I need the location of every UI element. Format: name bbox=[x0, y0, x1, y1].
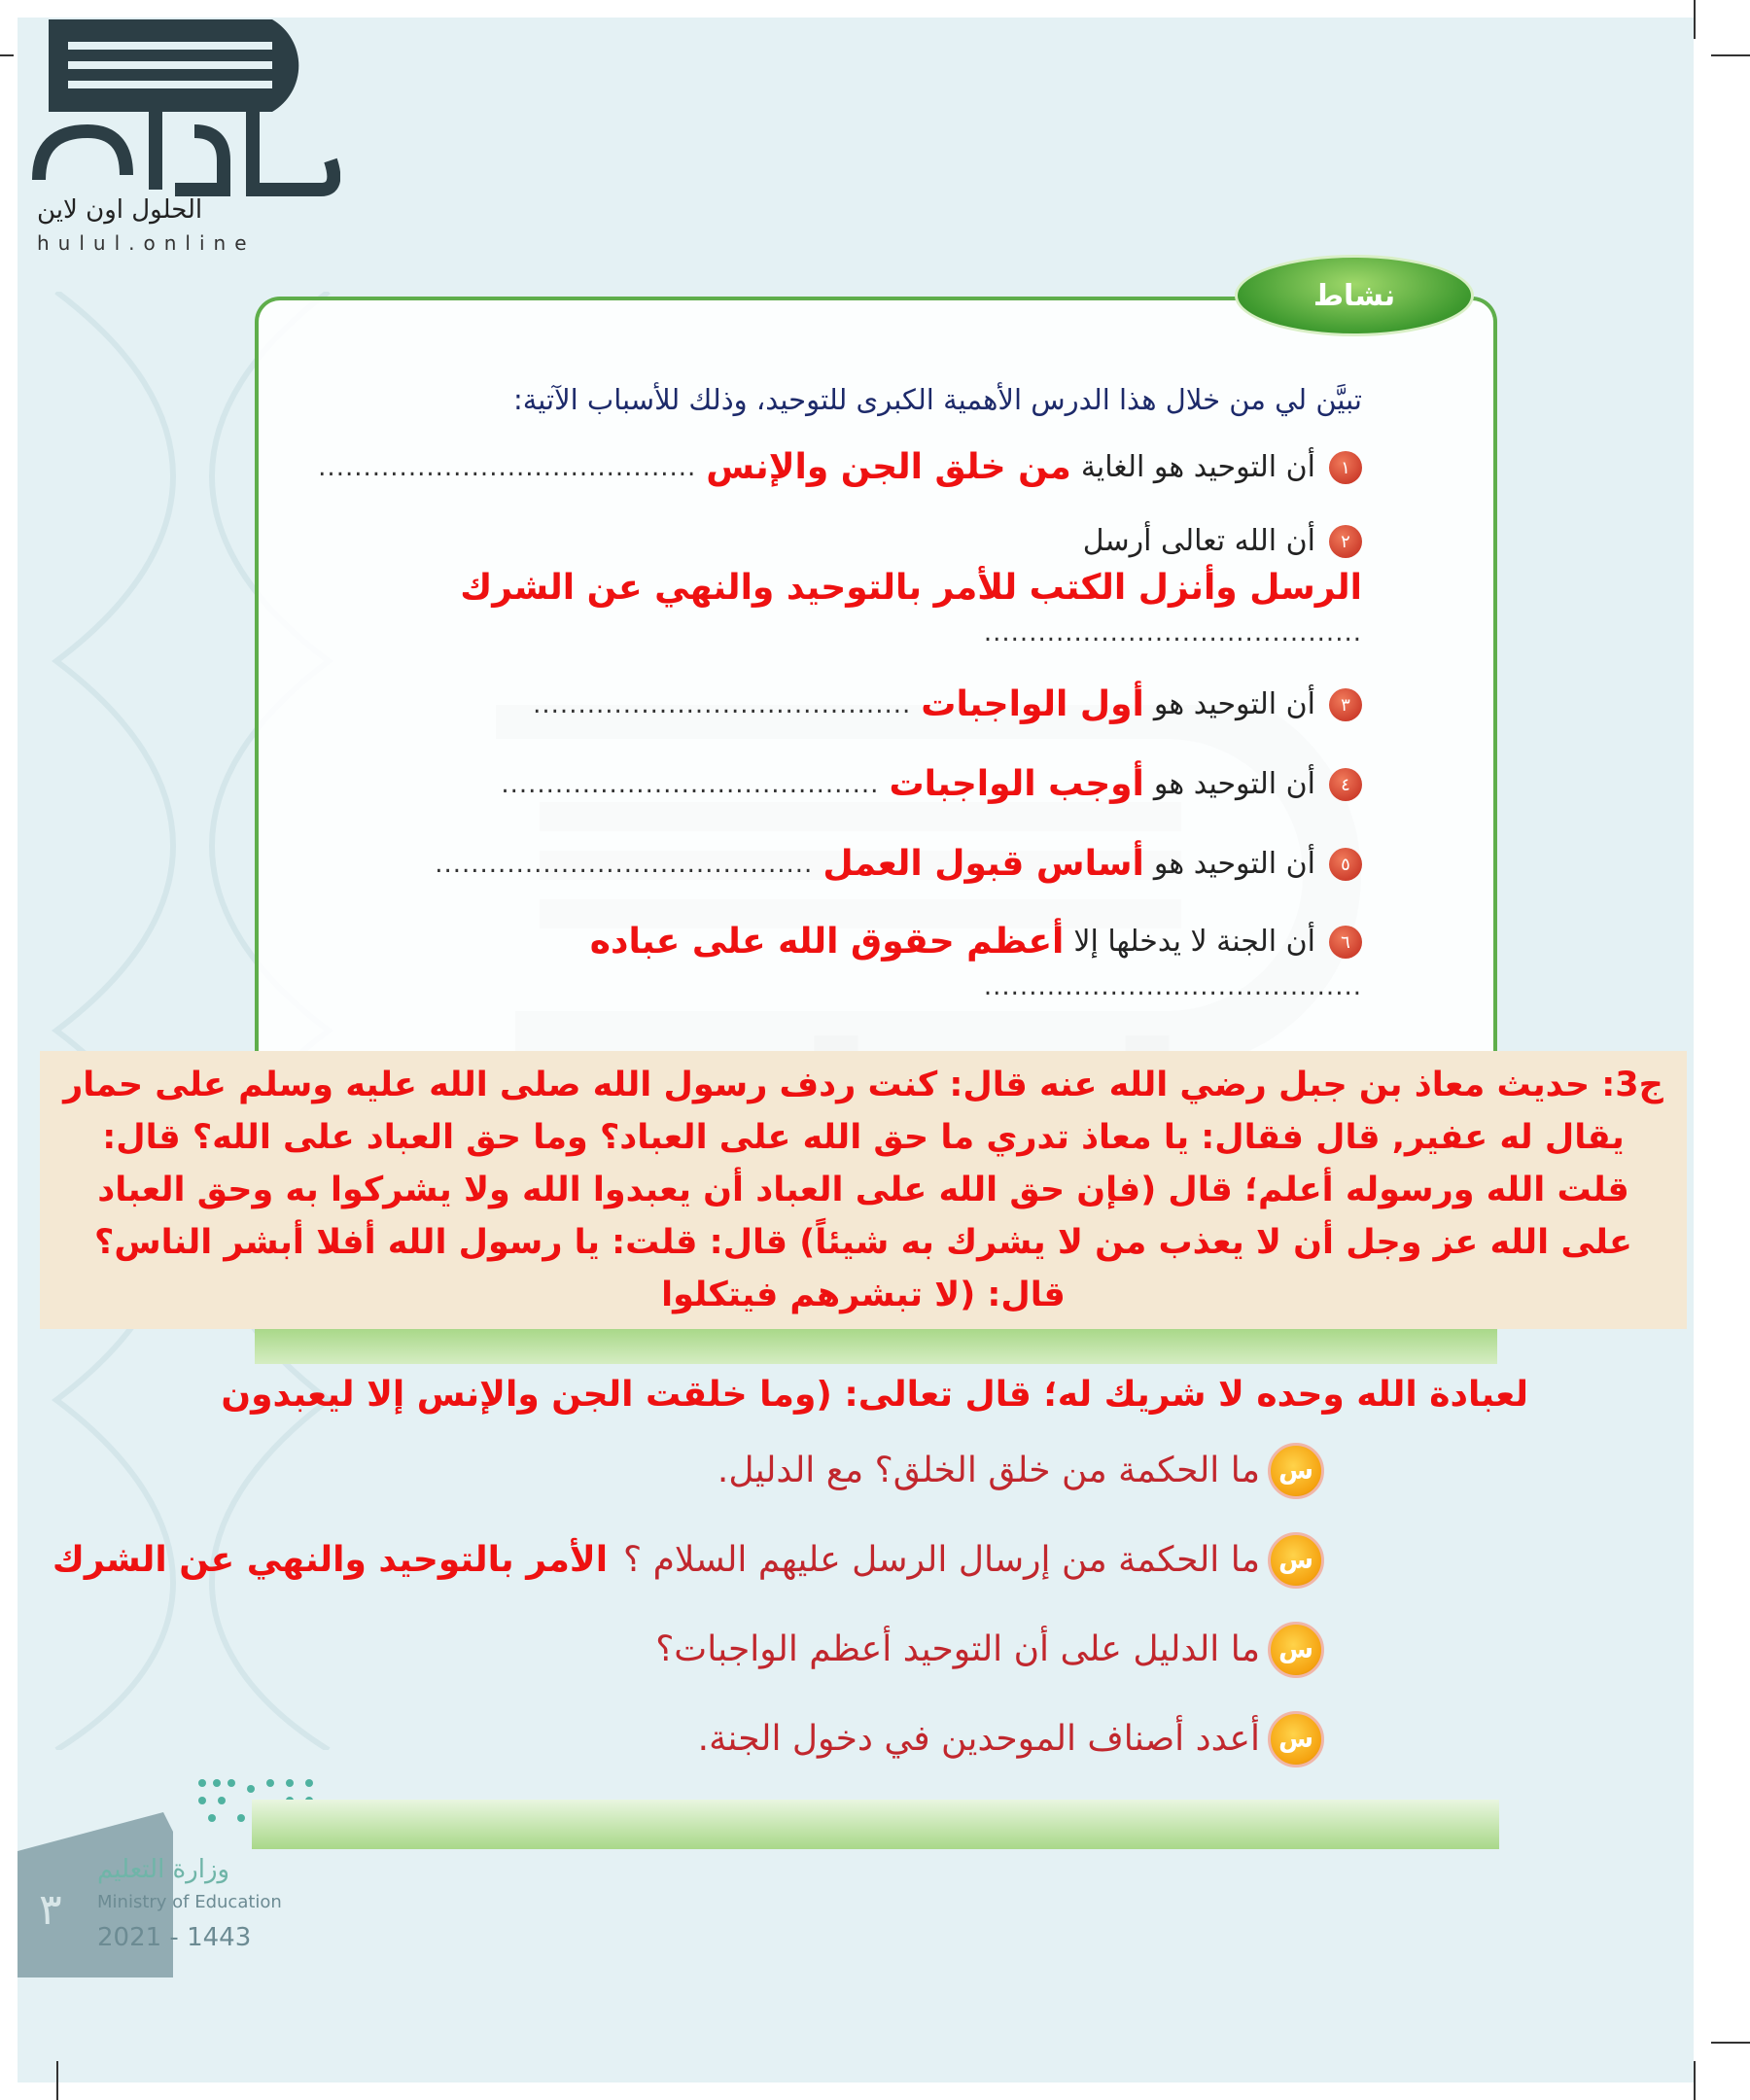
question-text: ما الحكمة من خلق الخلق؟ مع الدليل. bbox=[717, 1451, 1260, 1490]
item-number: ٣ bbox=[1329, 688, 1362, 721]
question-2-answer: الأمر بالتوحيد والنهي عن الشرك bbox=[52, 1540, 609, 1580]
crop-mark bbox=[56, 2061, 58, 2100]
item-number: ٢ bbox=[1329, 525, 1362, 558]
item-text: أن الجنة لا يدخلها إلا bbox=[1073, 925, 1315, 959]
answer-2: الرسل وأنزل الكتب للأمر بالتوحيد والنهي عن الشرك bbox=[460, 568, 1362, 608]
answer-3: أول الواجبات bbox=[921, 684, 1144, 724]
answer-line: .......................................... bbox=[983, 972, 1362, 1001]
crop-mark bbox=[1711, 54, 1750, 56]
answer-4: أوجب الواجبات bbox=[889, 764, 1144, 804]
item-text: أن التوحيد هو bbox=[1153, 687, 1315, 721]
item-number: ١ bbox=[1329, 451, 1362, 484]
bottom-band bbox=[252, 1800, 1499, 1849]
questions-list bbox=[40, 1442, 1687, 1768]
item-number: ٥ bbox=[1329, 848, 1362, 881]
item-text: أن التوحيد هو bbox=[1153, 767, 1315, 801]
activity-item bbox=[268, 520, 1362, 652]
crop-mark bbox=[0, 54, 14, 56]
crop-mark bbox=[1711, 2042, 1750, 2044]
question-item bbox=[40, 1531, 1324, 1590]
activity-item bbox=[268, 678, 1362, 732]
item-text: أن الله تعالى أرسل bbox=[1082, 524, 1315, 558]
item-text: أن التوحيد هو الغاية bbox=[1080, 450, 1315, 484]
answer-line: .......................................... bbox=[501, 770, 880, 799]
activity-item bbox=[268, 917, 1362, 1006]
question-item bbox=[40, 1621, 1324, 1679]
question-icon: س bbox=[1268, 1443, 1324, 1499]
question-text: ما الدليل على أن التوحيد أعظم الواجبات؟ bbox=[655, 1629, 1260, 1669]
crop-mark bbox=[1694, 0, 1696, 39]
year: 2021 - 1443 bbox=[97, 1923, 252, 1952]
question-icon: س bbox=[1268, 1622, 1324, 1678]
item-number: ٦ bbox=[1329, 926, 1362, 959]
content-column bbox=[40, 297, 1687, 1849]
question-item bbox=[40, 1442, 1324, 1500]
answer-1: من خلق الجن والإنس bbox=[706, 447, 1071, 487]
question-text: ما الحكمة من إرسال الرسل عليهم السلام ؟ bbox=[623, 1540, 1260, 1580]
answer-line: .......................................... bbox=[983, 618, 1362, 648]
question-text: أعدد أصناف الموحدين في دخول الجنة. bbox=[697, 1719, 1260, 1759]
answer-line: .......................................... bbox=[435, 850, 814, 879]
logo-subtitle: الحلول اون لاين bbox=[37, 195, 203, 225]
activity-box bbox=[255, 297, 1497, 1051]
hulul-logo bbox=[29, 15, 340, 199]
crop-mark bbox=[1694, 2061, 1696, 2100]
answer-line: .......................................... bbox=[318, 453, 697, 482]
activity-badge: نشاط bbox=[1235, 255, 1474, 336]
item-number: ٤ bbox=[1329, 768, 1362, 801]
item-text: أن التوحيد هو bbox=[1153, 847, 1315, 881]
answer-5: أساس قبول العمل bbox=[822, 844, 1144, 884]
activity-intro: تبيَّن لي من خلال هذا الدرس الأهمية الكبرى للتوحيد، وذلك للأسباب الآتية: bbox=[512, 383, 1362, 416]
hadith-answer: ج3: حديث معاذ بن جبل رضي الله عنه قال: كنت ردف رسول الله صلى الله عليه وسلم على حمار يقال له عفير, قال فقال: يا معاذ تدري ما حق الله على العباد؟ وما حق العباد على الله؟ قال: قلت الله ورسوله أعلم؛ قال (فإن حق الله على العباد أن يعبدوا الله ولا يشركوا به وحق العباد على الله عز وجل أن لا يعذب من لا يشرك به شيئاً) قال: قلت: يا رسول الله أفلا أبشر الناس؟ قال: (لا تبشرهم فيتكلوا bbox=[40, 1051, 1687, 1329]
question-1-answer: لعبادة الله وحده لا شريك له؛ قال تعالى: (وما خلقت الجن والإنس إلا ليعبدون bbox=[221, 1375, 1528, 1415]
question-item bbox=[40, 1710, 1324, 1768]
activity-item bbox=[268, 757, 1362, 812]
ministry-name-ar: وزارة التعليم bbox=[97, 1855, 230, 1884]
answer-line: .......................................... bbox=[533, 690, 912, 719]
page-number: ٣ bbox=[39, 1885, 62, 1935]
logo-url: hulul.online bbox=[37, 231, 256, 255]
ministry-name-en: Ministry of Education bbox=[97, 1892, 282, 1912]
answer-6: أعظم حقوق الله على عباده bbox=[589, 922, 1065, 962]
questions-header-band bbox=[255, 1329, 1497, 1364]
activity-item bbox=[268, 837, 1362, 892]
activity-item bbox=[268, 440, 1362, 495]
question-icon: س bbox=[1268, 1711, 1324, 1768]
question-icon: س bbox=[1268, 1532, 1324, 1589]
